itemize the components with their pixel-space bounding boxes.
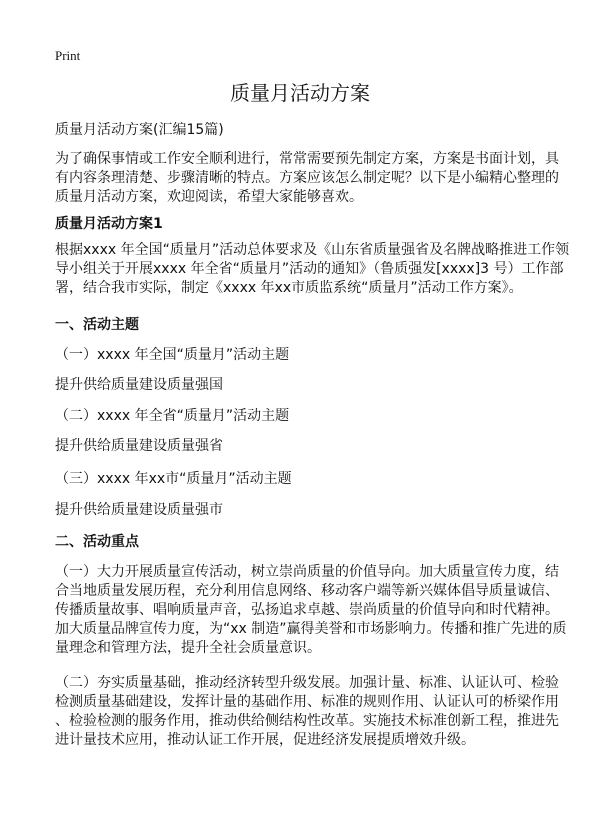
text-line: 、检验检测的服务作用，推动供给侧结构性改革。实施技术标准创新工程，推进先 (55, 713, 559, 729)
focus-paragraph-1 (55, 563, 567, 658)
text-line: 检测质量基础建设，发挥计量的基础作用、标准的规则作用、认证认可的桥梁作用 (55, 694, 559, 710)
text-line: 根据xxxx 年全国“质量月”活动总体要求及《山东省质量强省及名牌战略推进工作领 (55, 242, 570, 258)
text-line: （二）夯实质量基础，推动经济转型升级发展。加强计量、标准、认证认可、检验 (55, 675, 559, 691)
intro-paragraph (55, 150, 559, 207)
document-title: 质量月活动方案 (230, 81, 370, 105)
section-heading-themes: 一、活动主题 (55, 317, 139, 333)
text-line: （一）大力开展质量宣传活动，树立崇尚质量的价值导向。加大质量宣传力度，结 (55, 564, 559, 580)
text-line: 加大质量品牌宣传力度，为“xx 制造”赢得美誉和市场影响力。传播和推广先进的质 (55, 621, 567, 637)
text-line: 质量月活动方案，欢迎阅读，希望大家能够喜欢。 (55, 189, 363, 205)
text-line: 量理念和管理方法，提升全社会质量意识。 (55, 640, 321, 656)
text-line: 导小组关于开展xxxx 年全省“质量月”活动的通知》（鲁质强发[xxxx]3 号）工作部 (55, 261, 564, 277)
text-line: 为了确保事情或工作安全顺利进行，常常需要预先制定方案，方案是书面计划，具 (55, 151, 559, 167)
theme-value: 提升供给质量建设质量强市 (55, 502, 223, 518)
theme-label: （一）xxxx 年全国“质量月”活动主题 (55, 347, 290, 363)
text-line: 合当地质量发展历程，充分利用信息网络、移动客户端等新兴媒体倡导质量诚信、 (55, 583, 559, 599)
focus-paragraph-2 (55, 674, 559, 750)
text-line: 传播质量故事、唱响质量声音，弘扬追求卓越、崇尚质量的价值导向和时代精神。 (55, 602, 559, 618)
theme-label: （二）xxxx 年全省“质量月”活动主题 (55, 408, 290, 424)
theme-value: 提升供给质量建设质量强国 (55, 377, 223, 393)
theme-value: 提升供给质量建设质量强省 (55, 438, 223, 454)
theme-label: （三）xxxx 年xx市“质量月”活动主题 (55, 471, 292, 487)
text-line: 署，结合我市实际，制定《xxxx 年xx市质监系统“质量月”活动工作方案》。 (55, 280, 523, 296)
section-heading-plan-1: 质量月活动方案1 (55, 216, 163, 232)
text-line: 有内容条理清楚、步骤清晰的特点。方案应该怎么制定呢？以下是小编精心整理的 (55, 170, 559, 186)
section-heading-focus: 二、活动重点 (55, 534, 139, 550)
print-link[interactable]: Print (55, 48, 81, 63)
document-subtitle: 质量月活动方案(汇编15篇) (55, 122, 224, 138)
text-line: 进计量技术应用，推动认证工作开展，促进经济发展提质增效升级。 (55, 732, 475, 748)
plan-1-paragraph (55, 241, 570, 298)
